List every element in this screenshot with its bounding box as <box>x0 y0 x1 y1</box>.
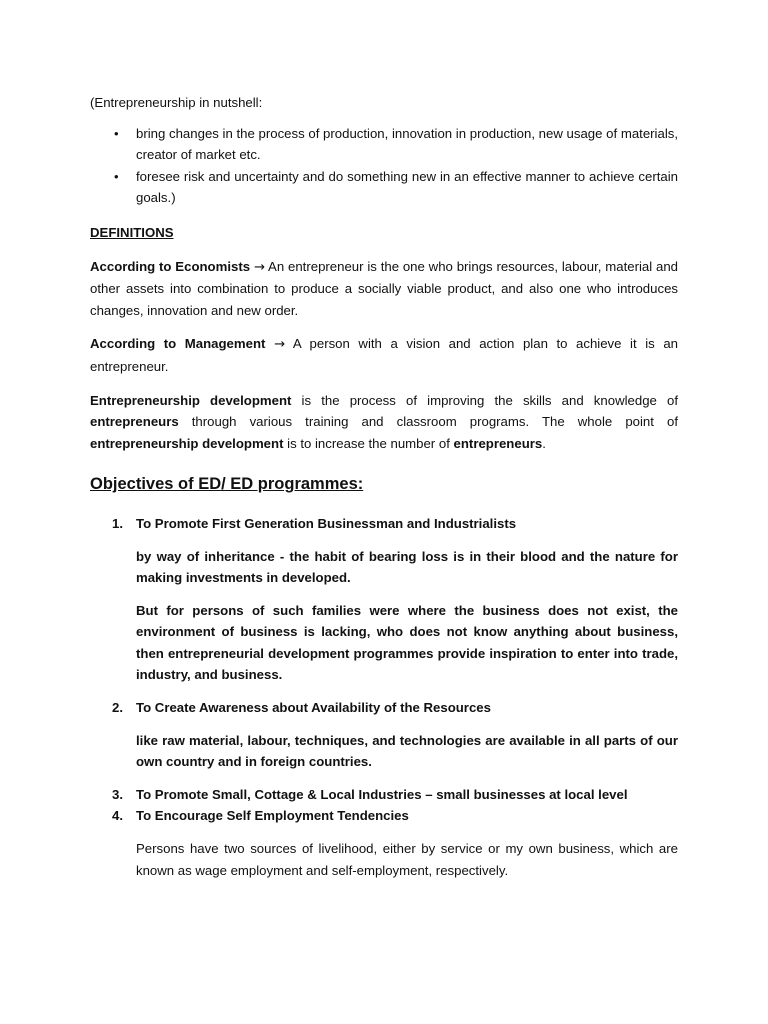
ed-text: through various training and classroom programs. The whole point of <box>178 414 678 430</box>
ed-text: is to increase the number of <box>283 435 454 451</box>
objective-paragraph: like raw material, labour, techniques, and technologies are available in all parts of our own country and in foreign countries. <box>136 732 678 770</box>
ed-term: entrepreneurs <box>90 414 179 430</box>
intro-bullet-list <box>90 123 678 209</box>
definition-label: According to Management <box>90 336 266 352</box>
objective-item <box>112 697 678 773</box>
bullet-icon: • <box>114 125 119 141</box>
intro-bullet-item <box>114 123 678 166</box>
ed-term: Entrepreneurship development <box>90 392 292 408</box>
objective-item <box>112 784 678 806</box>
definition-management <box>90 333 678 377</box>
definition-text: An entrepreneur is the one who brings resources, labour, material and other assets into combination to produce a socially viable product, and also one who introduces changes, innovation and new order. <box>90 258 678 318</box>
definition-text: A person with a vision and action plan to achieve it is an entrepreneur. <box>90 336 678 374</box>
objective-paragraph: But for persons of such families were where the business does not exist, the environment of business is lacking, who does not know anything about business, then entrepreneurial development programmes provide inspiration to enter into trade, industry, and business. <box>136 602 678 683</box>
objective-title: To Promote First Generation Businessman and Industrialists <box>136 515 517 531</box>
objective-title: To Create Awareness about Availability of the Resources <box>136 700 491 716</box>
intro-bullet-item <box>114 166 678 209</box>
intro-bullet-text: bring changes in the process of production, innovation in production, new usage of materials, creator of market etc. <box>136 125 678 163</box>
arrow-right-icon: → <box>273 337 286 353</box>
objectives-title: Objectives of ED/ ED programmes: <box>90 475 364 494</box>
objective-title: To Encourage Self Employment Tendencies <box>136 808 409 824</box>
objective-paragraph: by way of inheritance - the habit of bearing loss is in their blood and the nature for making investments in developed. <box>136 548 678 586</box>
objective-item <box>112 805 678 881</box>
objective-number: 3. <box>112 786 123 802</box>
ed-term: entrepreneurs <box>453 435 543 451</box>
intro-heading: (Entrepreneurship in nutshell: <box>90 95 263 110</box>
ed-text: . <box>542 435 546 451</box>
ed-text: is the process of improving the skills and knowledge of <box>291 392 679 408</box>
definition-economists <box>90 256 678 322</box>
definition-label: According to Economists <box>90 258 251 274</box>
intro-bullet-text: foresee risk and uncertainty and do something new in an effective manner to achieve certain goals.) <box>136 168 678 206</box>
objective-number: 1. <box>112 515 123 531</box>
definitions-heading: DEFINITIONS <box>90 224 174 240</box>
definition-ed <box>90 390 678 455</box>
objective-title: To Promote Small, Cottage & Local Industries – small businesses at local level <box>136 786 628 802</box>
objective-item <box>112 513 678 686</box>
objective-number: 2. <box>112 700 123 716</box>
objectives-list <box>90 513 678 881</box>
arrow-right-icon: → <box>253 259 265 275</box>
objective-paragraph: Persons have two sources of livelihood, either by service or my own business, which are known as wage employment and self-employment, respectively. <box>136 841 678 878</box>
bullet-icon: • <box>114 168 119 184</box>
document-page <box>90 92 678 881</box>
ed-term: entrepreneurship development <box>90 435 284 451</box>
objective-number: 4. <box>112 808 123 824</box>
